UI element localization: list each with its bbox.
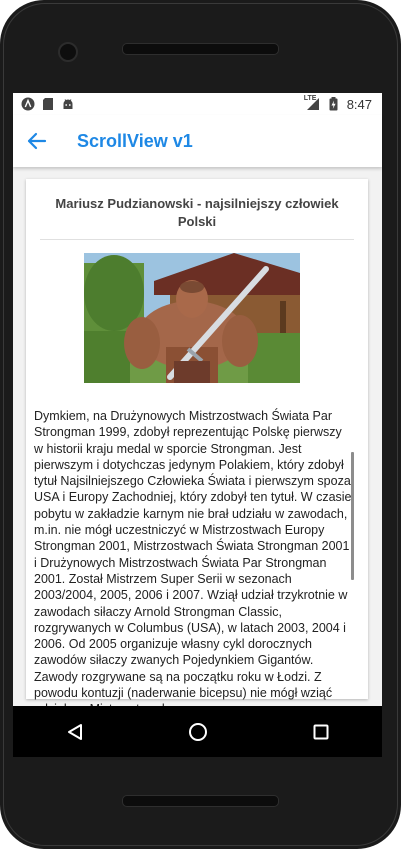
signal-icon [305, 97, 321, 111]
title-divider [40, 239, 354, 240]
recents-square-icon [313, 724, 329, 740]
clock-time: 8:47 [346, 96, 372, 112]
status-notification-icons [13, 97, 75, 111]
back-button[interactable] [25, 129, 49, 153]
sd-card-icon [41, 97, 55, 111]
back-triangle-icon [67, 723, 83, 741]
photo-strongman-with-sword [84, 253, 300, 383]
device-screen [13, 93, 382, 757]
article-text: Dymkiem, na Drużynowych Mistrzostwach Świata Par Strongman 1999, zdobył reprezentując Polskę pierwszy w historii kraju medal w sporcie Strongman. Jest pierwszym i dotychczas jedynym Polakiem, który zdobył tytuł Najsilniejszego Człowieka Świata i pierwszym spoza USA i Europy Zachodniej, który zdobył ten tytuł. W czasie pobytu w zakładzie karnym nie brał udziału w zawodach, m.in. nie mógł uczestniczyć w Mistrzostwach Europy Strongman 2001, Mistrzostwach Świata Strongman 2001 i Drużynowych Mistrzostwach Świata Par Strongman 2001. Został Mistrzem Super Serii w sezonach 2003/2004, 2005, 2006 i 2007. Wziął udział trzykrotnie w zawodach siłaczy Arnold Strongman Classic, rozgrywanych w Columbus (USA), w latach 2003, 2004 i 2006. Od 2005 organizuje własny cykl dorocznych zawodów siłaczy zwanych Pojedynkiem Gigantów. Zawody rozgrywane są na początku roku w Łodzi. Z powodu kontuzji (naderwanie bicepsu) nie mógł wziąć [34, 409, 352, 701]
navigation-bar [13, 706, 382, 757]
article-title: Mariusz Pudzianowski - najsilniejszy człowiek Polski [55, 196, 339, 229]
scrollbar-thumb[interactable] [351, 452, 354, 580]
android-debug-icon [61, 97, 75, 111]
back-arrow-icon [27, 132, 47, 150]
assistant-icon [21, 97, 35, 111]
app-title: ScrollView v1 [77, 130, 193, 151]
bottom-speaker [122, 795, 279, 807]
front-camera [58, 42, 78, 62]
earpiece-speaker [122, 43, 279, 55]
app-bar [13, 115, 382, 167]
battery-icon [327, 97, 341, 111]
status-bar [13, 93, 382, 115]
nav-back-button[interactable] [55, 712, 95, 752]
home-circle-icon [188, 722, 208, 742]
article-card [26, 179, 368, 699]
network-type-label: LTE [303, 95, 317, 102]
article-scroll-view[interactable] [26, 409, 368, 701]
content-area [13, 167, 382, 706]
nav-home-button[interactable] [178, 712, 218, 752]
nav-recents-button[interactable] [301, 712, 341, 752]
status-system-icons [305, 93, 372, 115]
